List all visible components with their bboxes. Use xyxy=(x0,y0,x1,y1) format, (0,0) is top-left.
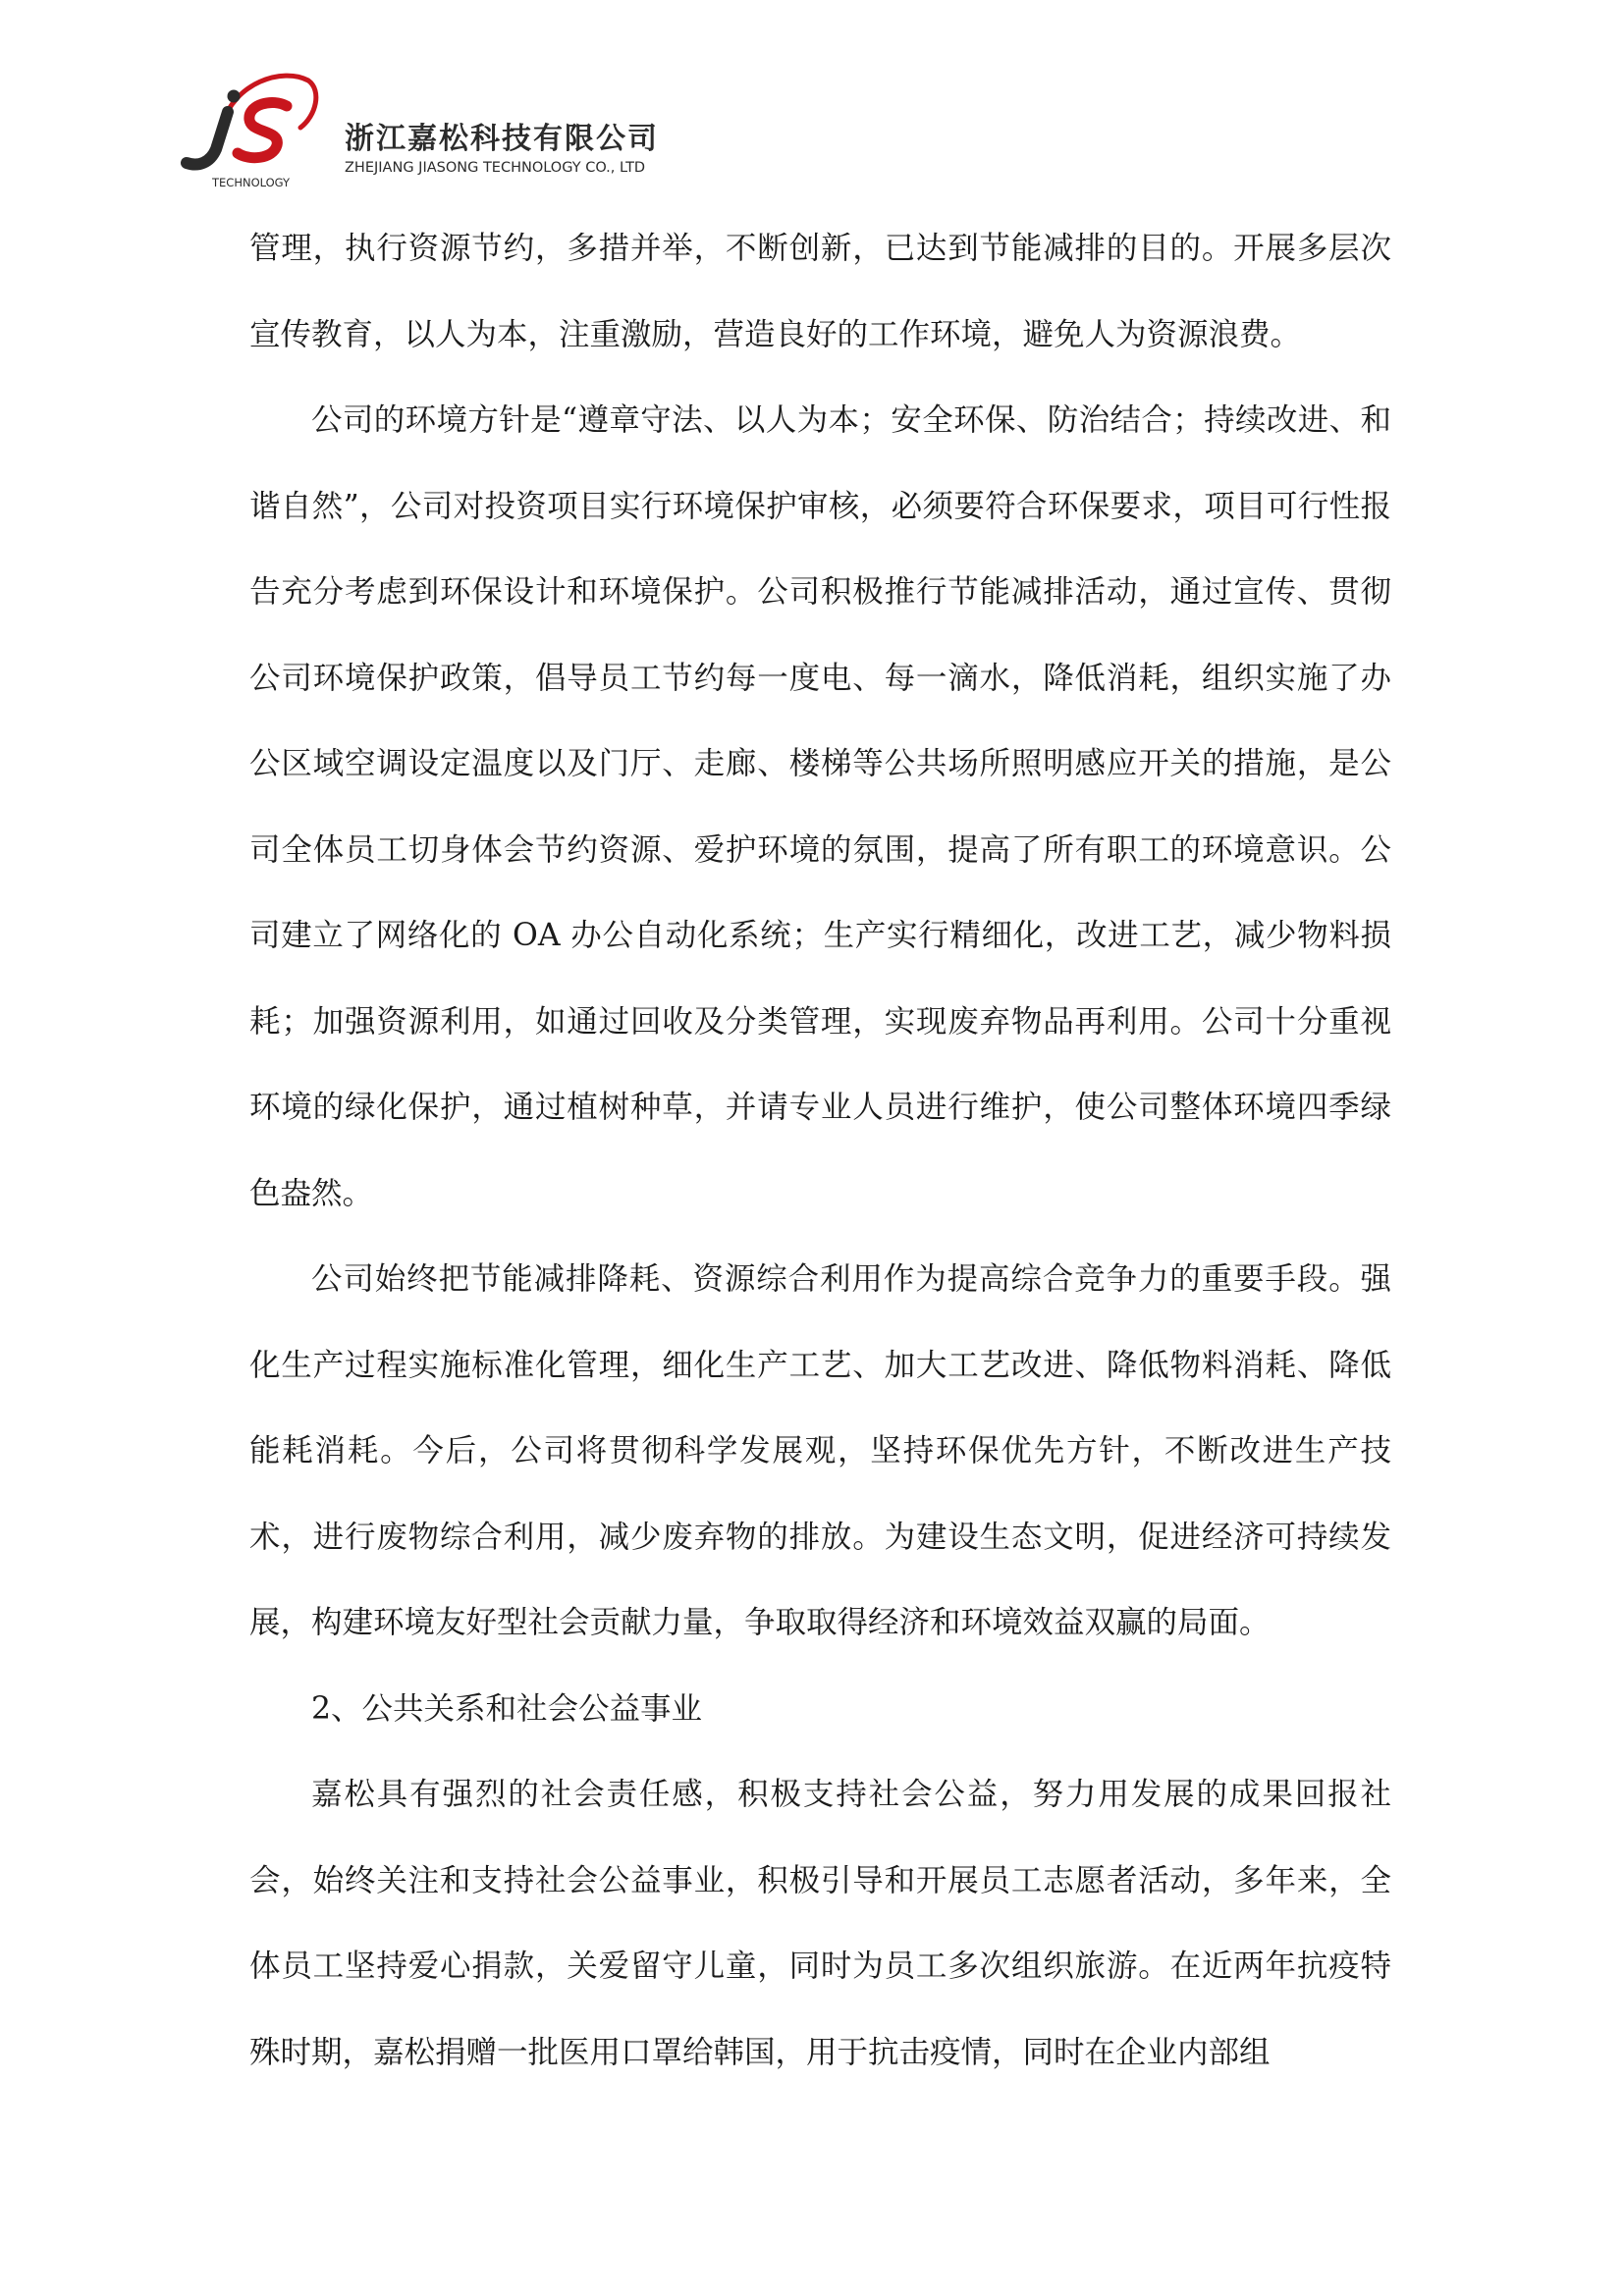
company-name-en: ZHEJIANG JIASONG TECHNOLOGY CO., LTD xyxy=(345,160,646,176)
company-name-block xyxy=(345,122,718,178)
logo-graphic xyxy=(165,65,322,192)
paragraph-2: 公司的环境方针是“遵章守法、以人为本；安全环保、防治结合；持续改进、和谐自然”，公司对投资项目实行环境保护审核，必须要符合环保要求，项目可行性报告充分考虑到环保设计和环境保护。公司积极推行节能减排活动，通过宣传、贯彻公司环境保护政策，倡导员工节约每一度电、每一滴水，降低消耗，组织实施了办公区域空调设定温度以及门厅、走廊、楼梯等公共场所照明感应开关的措施，是公司全体员工切身体会节约资源、爱护环境的氛围，提高了所有职工的环境意识。公司建立了网络化的 OA 办公自动化系统；生产实行精细化，改进工艺，减少物料损耗；加强资源利用，如通过回收及分类管理，实现废弃物品再利用。公司十分重视环境的绿化保护，通过植树种草，并请专业人员进行维护，使公司整体环境四季绿色盎然。 xyxy=(249,402,1391,1211)
logo-tagline: TECHNOLOGY xyxy=(212,176,291,189)
document-body xyxy=(249,206,1391,2096)
section-heading: 2、公共关系和社会公益事业 xyxy=(311,1690,703,1727)
paragraph-3: 公司始终把节能减排降耗、资源综合利用作为提高综合竞争力的重要手段。强化生产过程实施标准化管理，细化生产工艺、加大工艺改进、降低物料消耗、降低能耗消耗。今后，公司将贯彻科学发展观，坚持环保优先方针，不断改进生产技术，进行废物综合利用，减少废弃物的排放。为建设生态文明，促进经济可持续发展，构建环境友好型社会贡献力量，争取取得经济和环境效益双赢的局面。 xyxy=(249,1261,1391,1640)
company-logo xyxy=(165,65,322,192)
paragraph-1: 管理，执行资源节约，多措并举，不断创新，已达到节能减排的目的。开展多层次宣传教育，以人为本，注重激励，营造良好的工作环境，避免人为资源浪费。 xyxy=(249,231,1391,352)
paragraph-4: 嘉松具有强烈的社会责任感，积极支持社会公益，努力用发展的成果回报社会，始终关注和支持社会公益事业，积极引导和开展员工志愿者活动，多年来，全体员工坚持爱心捐款，关爱留守儿童，同时为员工多次组织旅游。在近两年抗疫特殊时期，嘉松捐赠一批医用口罩给韩国，用于抗击疫情，同时在企业内部组 xyxy=(249,1777,1391,2070)
company-name-cn: 浙江嘉松科技有限公司 xyxy=(345,122,659,156)
letterhead xyxy=(165,65,715,192)
